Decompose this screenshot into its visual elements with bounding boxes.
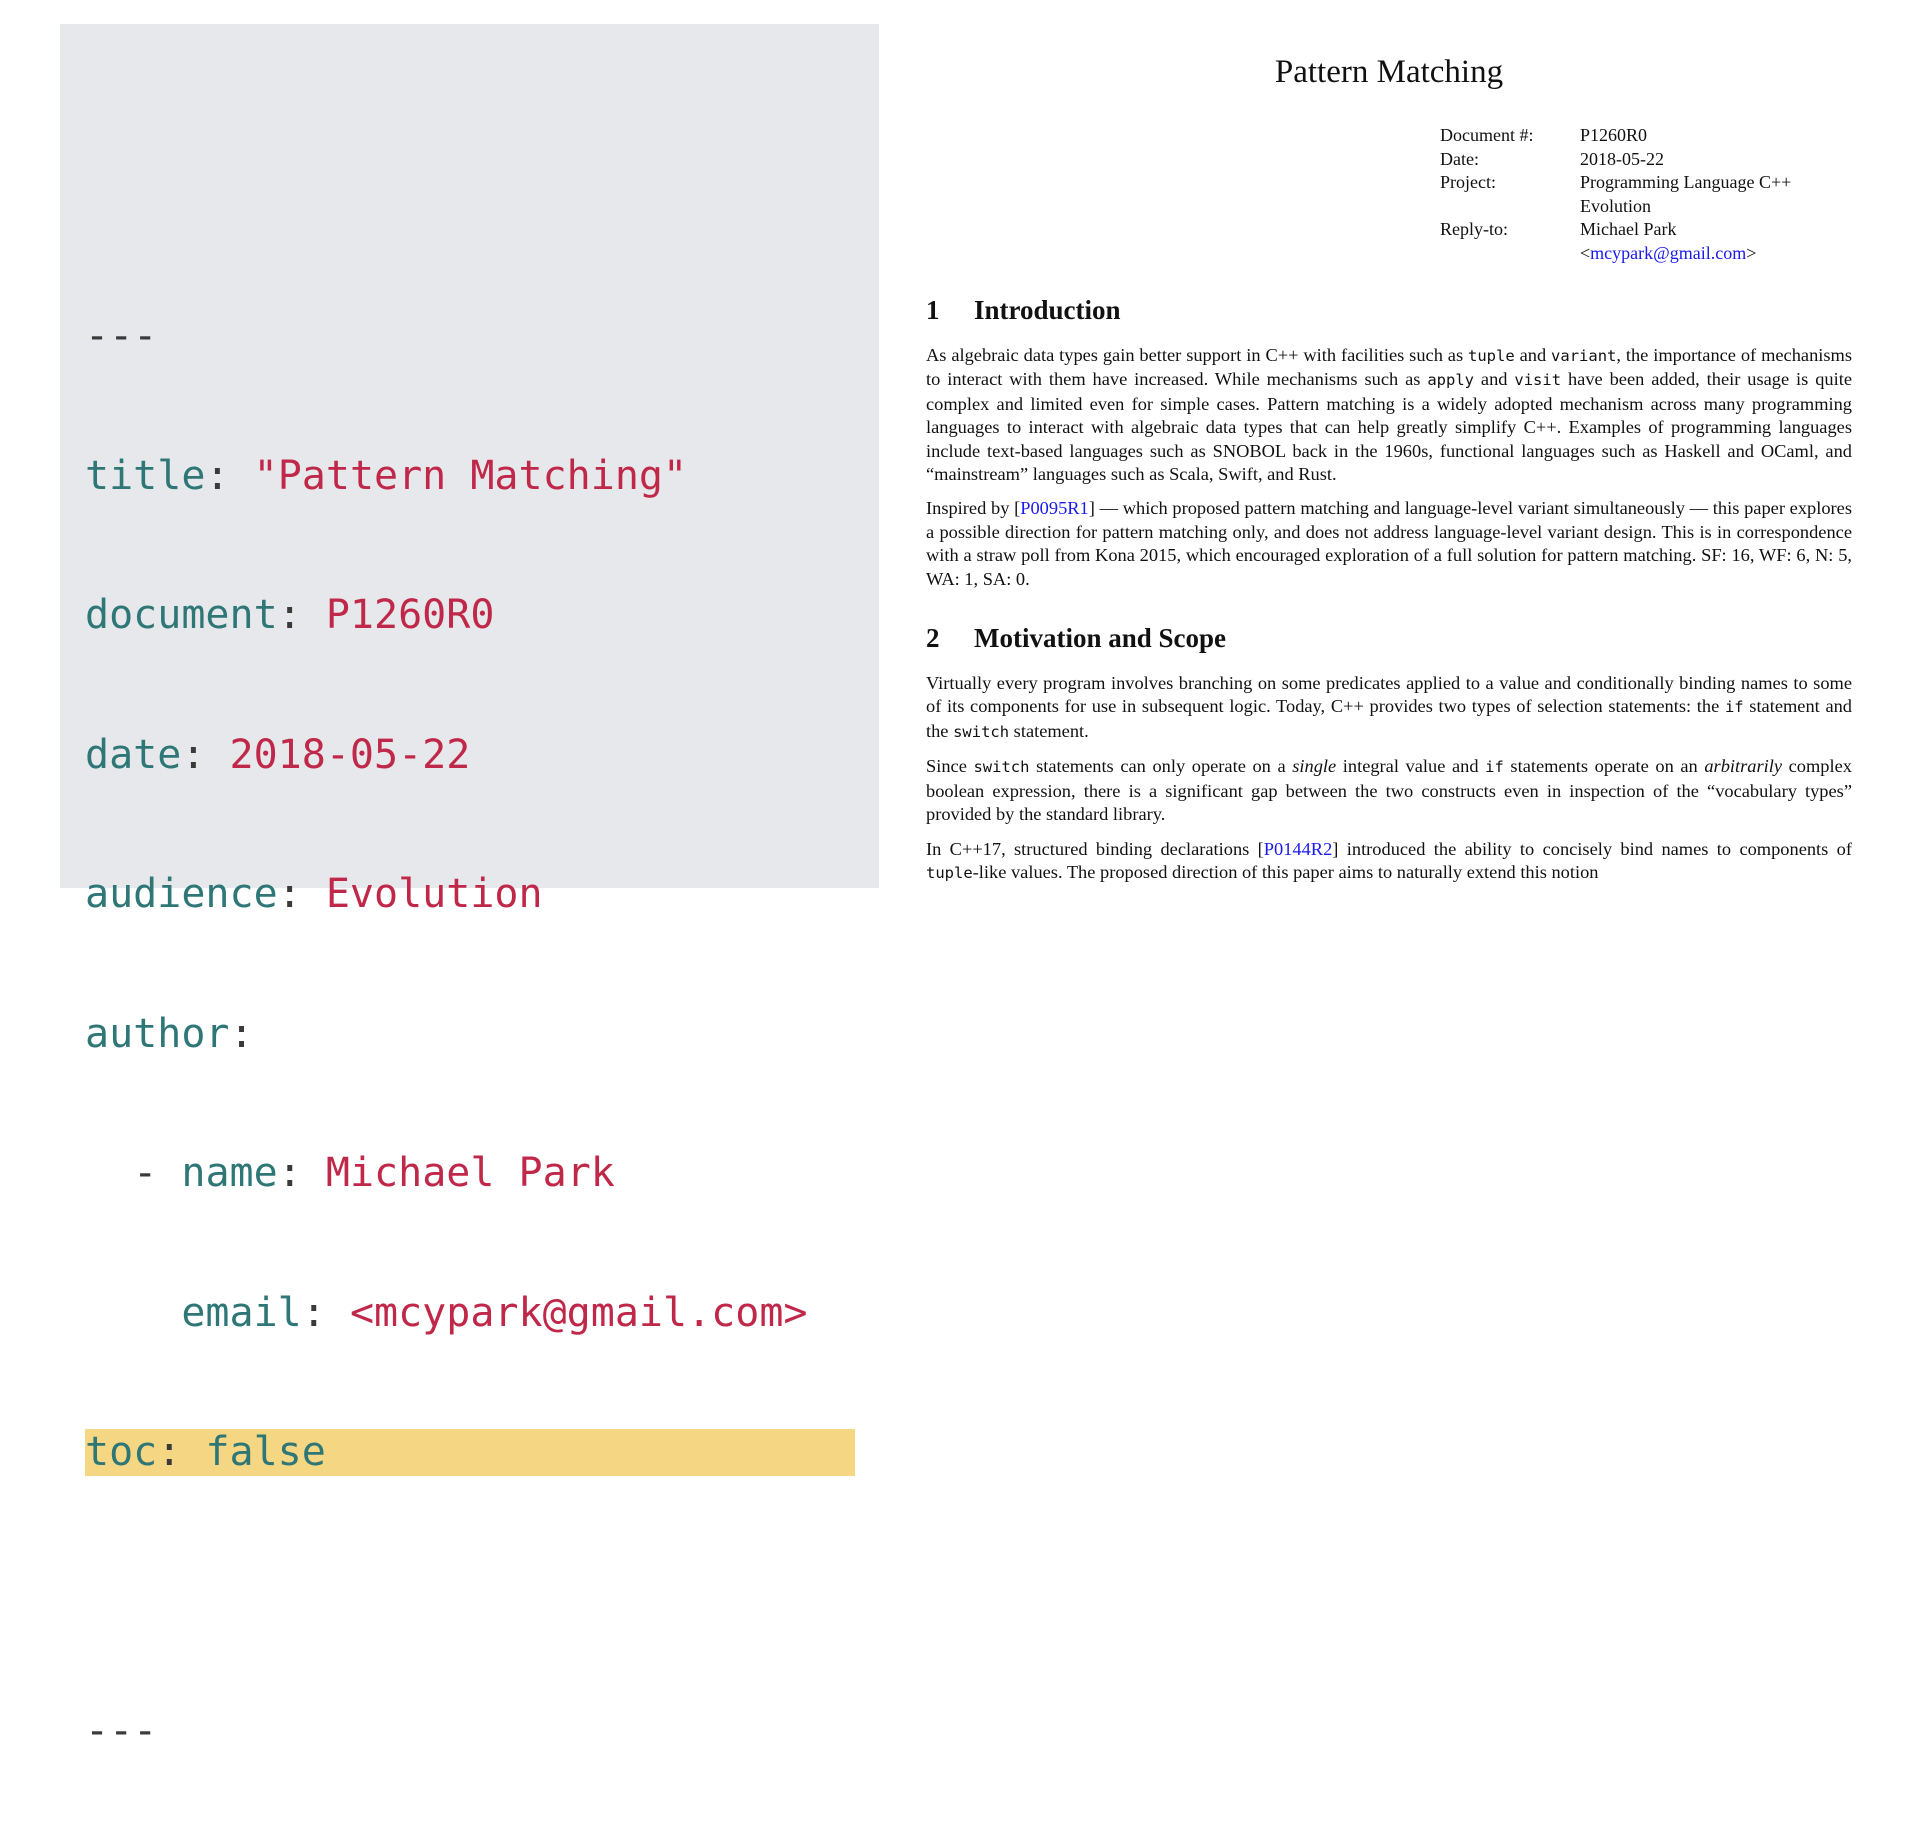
- text-run: , the importance of mechanisms to interact with them have increased. While mechanisms such as: [926, 345, 1852, 390]
- inline-code: apply: [1427, 371, 1474, 390]
- inline-code: variant: [1551, 347, 1617, 365]
- yaml-open-delimiter: [85, 313, 855, 360]
- yaml-colon: :: [181, 731, 206, 778]
- paragraph: [926, 497, 1852, 591]
- text-run: statement and the: [926, 696, 1852, 741]
- yaml-code[interactable]: [85, 220, 855, 1848]
- delimiter-text: ---: [85, 1708, 158, 1754]
- reply-name: Michael Park: [1580, 219, 1677, 239]
- yaml-colon: :: [205, 452, 230, 499]
- yaml-line-author: [85, 1011, 855, 1058]
- yaml-key: name: [181, 1150, 278, 1196]
- text-run: ] — which proposed pattern matching and language-level variant simultaneously — this paper explores a possible direction for pattern matching only, and does not address language-level variant design. This is in correspondence with a straw poll from Kona 2015, which encouraged exploration of a full solution for pattern matching. SF: 16, WF: 6, N: 5, WA: 1, SA: 0.: [926, 498, 1852, 589]
- meta-label: Document #:: [1440, 125, 1534, 145]
- inline-code: switch: [973, 758, 1030, 777]
- text-run: Virtually every program involves branching on some predicates applied to a value and conditionally binding names to some of its components for use in subsequent logic. Today, C++ provides two types of selection statements: the: [926, 673, 1852, 717]
- text-run: integral value and: [1336, 756, 1486, 777]
- meta-label: Date:: [1440, 148, 1479, 169]
- yaml-key: audience: [85, 871, 278, 917]
- meta-value: [1580, 218, 1850, 265]
- emphasis: single: [1292, 756, 1337, 777]
- meta-row-reply-to: [1440, 218, 1850, 265]
- yaml-value: "Pattern Matching": [253, 452, 688, 499]
- yaml-line-author-name: [85, 1150, 855, 1197]
- rendered-paper-preview[interactable]: [926, 0, 1852, 900]
- section-heading-introduction: [926, 290, 1852, 330]
- emphasis: arbitrarily: [1704, 756, 1783, 777]
- yaml-value: 2018-05-22: [229, 731, 471, 778]
- section-title: Motivation and Scope: [974, 623, 1227, 654]
- yaml-line-date: [85, 732, 855, 779]
- yaml-key: email: [181, 1289, 302, 1336]
- yaml-colon: :: [301, 1289, 326, 1336]
- text-run: ] introduced the ability to concisely bind names to components of: [1332, 838, 1852, 859]
- inline-code: if: [1724, 698, 1744, 717]
- text-run: Since: [926, 756, 974, 777]
- text-run: have been added, their usage is quite complex and limited even for simple cases. Pattern matching is a widely adopted mechanism across many programming languages to interact with algebraic data types that can help greatly simplify C++. Examples of programming languages include text-based languages such as SNOBOL back in the 1960s, functional languages such as Haskell and OCaml, and “mainstream” languages such as Scala, Swift, and Rust.: [926, 369, 1852, 485]
- section-title: Introduction: [974, 295, 1121, 325]
- meta-label: Reply-to:: [1440, 219, 1508, 239]
- text-run: In C++17, structured binding declarations [: [926, 838, 1264, 859]
- yaml-value: Michael Park: [325, 1150, 615, 1196]
- yaml-line-toc-highlighted[interactable]: [85, 1429, 855, 1476]
- paragraph: [926, 838, 1852, 886]
- paper-title: Pattern Matching: [1274, 54, 1504, 90]
- yaml-line-document: [85, 592, 855, 639]
- yaml-key: author: [85, 1010, 230, 1057]
- meta-row-date: [1440, 148, 1850, 172]
- inline-code: tuple: [1468, 347, 1515, 365]
- yaml-value: <mcypark@gmail.com>: [349, 1289, 808, 1336]
- yaml-value: false: [205, 1429, 326, 1475]
- yaml-blank-line: [85, 1569, 855, 1616]
- yaml-close-delimiter: [85, 1708, 855, 1755]
- meta-label: Project:: [1440, 172, 1496, 192]
- yaml-colon: :: [277, 871, 302, 917]
- meta-value: P1260R0: [1580, 125, 1648, 145]
- meta-value: Programming Language C++ Evolution: [1580, 172, 1792, 216]
- paper-body: [926, 290, 1852, 896]
- reply-lt: <: [1580, 242, 1591, 263]
- text-run: complex boolean expression, there is a significant gap between the two constructs even in inspection of the “vocabulary types” provided by the standard library.: [926, 756, 1852, 825]
- inline-code: if: [1485, 758, 1504, 777]
- paper-metadata-table: [1440, 124, 1850, 265]
- text-run: and: [1474, 369, 1515, 390]
- meta-value: 2018-05-22: [1580, 148, 1664, 169]
- paragraph: [926, 755, 1852, 826]
- yaml-line-title: [85, 453, 855, 500]
- yaml-key: date: [85, 731, 182, 778]
- yaml-value: P1260R0: [325, 592, 495, 638]
- meta-row-project: [1440, 171, 1850, 218]
- section-number: 1: [926, 295, 940, 325]
- reply-gt: >: [1746, 242, 1757, 263]
- yaml-key: toc: [85, 1429, 158, 1475]
- yaml-colon: :: [277, 592, 302, 638]
- text-run: As algebraic data types gain better support in C++ with facilities such as: [926, 345, 1469, 365]
- yaml-line-author-email: [85, 1290, 855, 1337]
- paragraph: [926, 672, 1852, 744]
- text-run: statements operate on an: [1503, 756, 1705, 777]
- yaml-value: Evolution: [325, 871, 543, 917]
- text-run: Inspired by [: [926, 498, 1021, 519]
- yaml-line-audience: [85, 871, 855, 918]
- yaml-key: title: [85, 452, 206, 499]
- section-number: 2: [926, 623, 940, 654]
- section-heading-motivation-and-scope: [926, 618, 1852, 658]
- yaml-source-panel[interactable]: [60, 24, 879, 1754]
- citation-link-p0095r1[interactable]: P0095R1: [1020, 498, 1089, 519]
- delimiter-text: ---: [85, 313, 158, 359]
- text-run: statements can only operate on a: [1029, 756, 1293, 777]
- yaml-colon: :: [157, 1429, 182, 1475]
- inline-code: switch: [953, 722, 1010, 741]
- yaml-colon: :: [277, 1150, 302, 1196]
- text-run: statement.: [1009, 720, 1089, 741]
- meta-row-document: [1440, 124, 1850, 148]
- paragraph: [926, 344, 1852, 486]
- yaml-list-dash: -: [133, 1150, 158, 1196]
- yaml-colon: :: [229, 1010, 254, 1057]
- text-run: and: [1514, 345, 1552, 365]
- citation-link-p0144r2[interactable]: P0144R2: [1263, 838, 1333, 859]
- inline-code: tuple: [926, 863, 973, 882]
- yaml-key: document: [85, 592, 278, 638]
- reply-email-link[interactable]: mcypark@gmail.com: [1590, 242, 1747, 263]
- text-run: -like values. The proposed direction of this paper aims to naturally extend this notion: [972, 861, 1599, 882]
- inline-code: visit: [1514, 371, 1562, 390]
